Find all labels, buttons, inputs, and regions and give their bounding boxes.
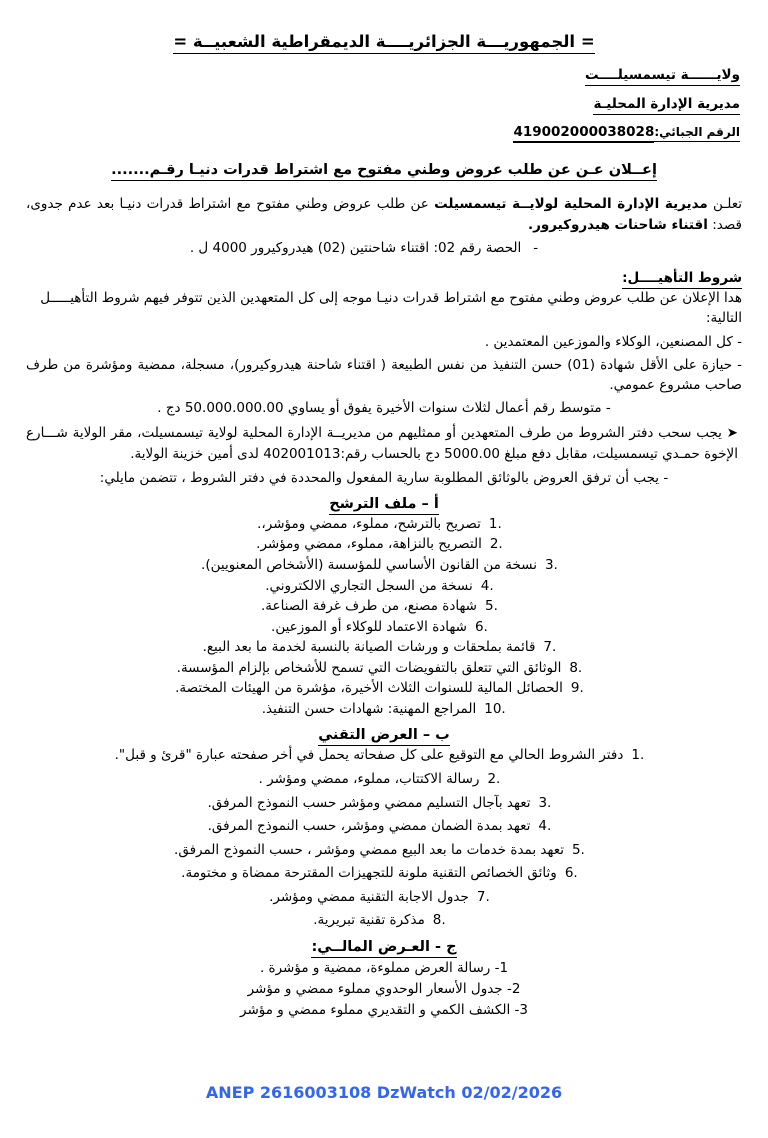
directorate-line [26, 97, 740, 113]
list-item [26, 577, 742, 597]
section-b-list [26, 746, 742, 931]
list-item-number: 7. [543, 639, 557, 656]
page-title [26, 161, 742, 180]
list-item-number: 1. [488, 515, 502, 532]
list-item [26, 597, 742, 617]
list-item-label: الحصائل المالية للسنوات الثلاث الأخيرة، مؤشرة من الهيئات المختصة. [175, 680, 563, 697]
list-item [26, 556, 742, 576]
list-item [26, 841, 742, 861]
arrow-bullet-icon: ➤ [726, 424, 738, 441]
list-item [26, 817, 742, 837]
wilaya-text: ولايــــــة تيسمسيلــــت [585, 67, 740, 86]
organization-header [26, 68, 742, 141]
qualification-heading-text: شروط التأهيــــل: [622, 270, 742, 289]
list-item-label: شهادة مصنع، من طرف غرفة الصناعة. [261, 598, 477, 615]
list-item [26, 864, 742, 884]
list-item-label: قائمة بملحقات و ورشات الصيانة بالنسبة لخدمة ما بعد البيع. [202, 639, 536, 656]
list-item-label: نسخة من القانون الأساسي للمؤسسة (الأشخاص المعنويين). [201, 556, 537, 573]
list-item [26, 911, 742, 931]
list-item-number: 2. [487, 771, 501, 788]
list-item-label: دفتر الشروط الحالي مع التوقيع على كل صفحاته يحمل في أخر صفحته عبارة "قرئ و قبل". [114, 747, 624, 764]
list-item-label: المراجع المهنية: شهادات حسن التنفيذ. [261, 700, 477, 717]
list-item-number: 8. [569, 659, 583, 676]
lot-line [26, 240, 742, 256]
list-item-label: تعهد بمدة الضمان ممضي ومؤشر، حسب النموذج المرفق. [207, 818, 531, 835]
list-item-number: 4. [538, 818, 552, 835]
qualification-item: - حيازة على الأقل شهادة (01) حسن التنفيذ من نفس الطبيعة ( اقتناء شاحنة هيدروكيرور)، مسجلة، ممضية ومؤشرة من طرف صاحب مشروع عمومي. [26, 356, 742, 394]
list-item [26, 888, 742, 908]
list-item [26, 770, 742, 790]
section-b-heading-text: ب – العرض التقني [318, 727, 449, 746]
intro-part-1: تعلـن [707, 196, 742, 213]
fiscal-label: الرقم الجبائي: [654, 125, 740, 142]
list-item-number: 6. [474, 618, 488, 635]
anep-footer: ANEP 2616003108 DzWatch 02/02/2026 [205, 1083, 563, 1102]
section-a-heading-text: أ – ملف الترشح [329, 496, 439, 515]
list-item [26, 679, 742, 699]
qualification-item: - كل المصنعين، الوكلاء والموزعين المعتمدين . [484, 333, 742, 350]
section-a-heading [26, 496, 742, 512]
list-item-number: 5. [484, 598, 498, 615]
list-item-label: نسخة من السجل التجاري الالكتروني. [265, 577, 473, 594]
list-item-number: 1. [631, 747, 645, 764]
list-item [26, 700, 742, 720]
intro-directorate-emphasis: مديرية الإدارة المحلية لولايــة تيسمسيلت [434, 196, 708, 213]
page-title-text: إعــلان عـن عن طلب عروض وطني مفتوح مع اشتراط قدرات دنيـا رقـم....... [111, 162, 657, 181]
withdrawal-condition [26, 423, 742, 465]
list-item-label: جدول الاجابة التقنية ممضي ومؤشر. [269, 888, 469, 905]
list-item-number: 2. [489, 536, 503, 553]
list-item-number: 3. [538, 794, 552, 811]
section-a-list [26, 515, 742, 720]
list-item [26, 535, 742, 555]
list-item-label: تصريح بالترشح، مملوء، ممضي ومؤشر،. [257, 515, 481, 532]
list-item-number: 10. [484, 700, 506, 717]
lot-dash-bullet: - [533, 240, 539, 257]
list-item-label: التصريح بالنزاهة، مملوء، ممضي ومؤشر. [256, 536, 482, 553]
fiscal-number-value: 419002000038028 [513, 124, 654, 143]
fiscal-number-group [513, 125, 740, 142]
list-item [26, 515, 742, 535]
section-b-heading [26, 727, 742, 743]
wilaya-line [26, 68, 740, 84]
qualification-item: - متوسط رقم أعمال لثلاث سنوات الأخيرة يفوق أو يساوي 50.000.000.00 دج . [157, 400, 611, 417]
intro-paragraph [26, 194, 742, 236]
list-item-label: الوثائق التي تتعلق بالتفويضات التي تسمح للأشخاص بإلزام المؤسسة. [176, 659, 562, 676]
fiscal-number-line [26, 125, 740, 141]
list-item [26, 794, 742, 814]
list-item-number: 4. [480, 577, 494, 594]
list-item-label: مذكرة تقنية تبريرية. [313, 912, 425, 929]
list-item-label: تعهد بآجال التسليم ممضي ومؤشر حسب النموذج المرفق. [207, 794, 531, 811]
qualification-heading [26, 270, 742, 286]
list-item [26, 659, 742, 679]
intro-part-3: عن طلب عروض وطني مفتوح مع اشتراط قدرات دنيـا بعد عدم جدوى، قصد: [26, 196, 742, 234]
financial-list-item: 2- جدول الأسعار الوحدوي مملوء ممضي و مؤشر [247, 981, 521, 998]
section-c-heading-text: ج - العـرض المالــي: [311, 939, 456, 958]
intro-purpose-emphasis: اقتناء شاحنات هيدروكيرور. [527, 217, 708, 234]
list-item-label: تعهد بمدة خدمات ما بعد البيع ممضي ومؤشر ، حسب النموذج المرفق. [174, 841, 564, 858]
list-item-number: 6. [564, 865, 578, 882]
financial-list-item: 1- رسالة العرض مملوءة، ممضية و مؤشرة . [259, 959, 509, 976]
list-item-number: 8. [432, 912, 446, 929]
withdrawal-condition-text: يجب سحب دفتر الشروط من طرف المتعهدين أو ممثليهم من مديريــة الإدارة المحلية لولاية تيسمسيلت، مقر الولاية شـــارع الإخوة حمـدي تيسمسيلت، مقابل دفع مبلغ 5000.00 دج بالحساب رقم:402001013 لدى أمين خزينة الولاية. [26, 424, 738, 462]
qualification-intro: هدا الإعلان عن طلب عروض وطني مفتوح مع اشتراط قدرات دنيـا موجه إلى كل المتعهدين الذين تتوفر فيهم شروط التأهيـــــل التالية: [40, 290, 742, 327]
list-item-label: وثائق الخصائص التقنية ملونة للتجهيزات المقترحة ممضاة و مختومة. [181, 865, 557, 882]
documents-required-note: - يجب أن ترفق العروض بالوثائق المطلوبة سارية المفعول والمحددة في دفتر الشروط ، تتضمن مايلي: [99, 469, 669, 486]
list-item [26, 618, 742, 638]
directorate-text: مديرية الإدارة المحليـة [593, 96, 740, 115]
list-item [26, 746, 742, 766]
lot-text: الحصة رقم 02: اقتناء شاحنتين (02) هيدروكيرور 4000 ل . [189, 240, 522, 257]
republic-heading-text: = الجمهوريـــة الجزائريــــة الديمقراطية الشعبيــة = [173, 32, 594, 54]
list-item-label: رسالة الاكتتاب، مملوء، ممضي ومؤشر . [258, 771, 480, 788]
list-item-number: 9. [570, 680, 584, 697]
list-item [26, 638, 742, 658]
list-item-number: 3. [544, 556, 558, 573]
financial-list-item: 3- الكشف الكمي و التقديري مملوء ممضي و مؤشر [240, 1002, 528, 1019]
section-c-heading [26, 939, 742, 955]
list-item-label: شهادة الاعتماد للوكلاء أو الموزعين. [271, 618, 467, 635]
list-item-number: 5. [571, 841, 585, 858]
republic-heading [26, 32, 742, 52]
list-item-number: 7. [476, 888, 490, 905]
